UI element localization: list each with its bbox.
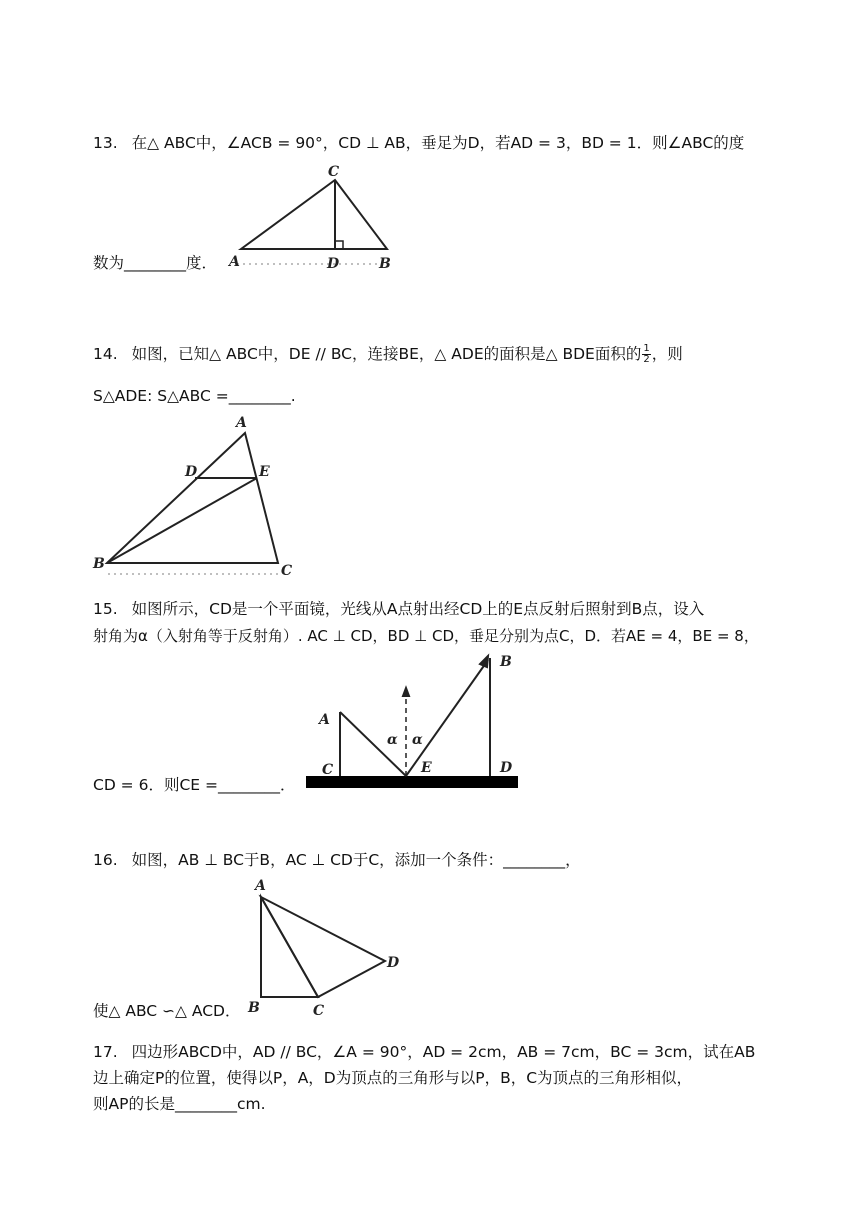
q13-number: 13. (93, 134, 118, 152)
q15-label-a: A (319, 712, 330, 728)
q14-text-2: ，则 (651, 345, 683, 363)
q13-label-d: D (327, 256, 340, 272)
q17-line3: 则AP的长是________cm. (93, 1095, 266, 1113)
q15-ray-eb (406, 660, 488, 776)
q13-text-1: 在△ ABC中，∠ACB = 90°，CD ⊥ AB，垂足为D，若AD = 3，BD = 1．则∠ABC的度 (131, 134, 745, 152)
q15-number: 15. (93, 600, 118, 618)
q16-figure (240, 872, 410, 1022)
q16-label-a: A (255, 878, 266, 894)
q15-label-c: C (322, 762, 334, 778)
q15-line3: CD = 6．则CE =________． (93, 776, 296, 794)
q15-label-alpha-2: α (412, 732, 423, 748)
q14-line1 (93, 343, 683, 365)
q15-line1 (93, 598, 704, 620)
q14-figure (90, 410, 300, 580)
q17-number: 17. (93, 1043, 118, 1061)
q13-line2: 数为________度． (93, 254, 218, 272)
q17-line2: 边上确定P的位置，使得以P，A，D为顶点的三角形与以P，B，C为顶点的三角形相似， (93, 1069, 693, 1087)
q15-label-e: E (421, 760, 432, 776)
q13-triangle-abc (241, 180, 387, 249)
q16-line1 (93, 849, 581, 871)
q15-figure (300, 648, 525, 793)
q15-arrowhead (480, 656, 488, 667)
q16-label-b: B (248, 1000, 260, 1016)
q13-line1 (93, 132, 744, 154)
q16-triangle-acd (261, 897, 385, 997)
q17-text-1: 四边形ABCD中，AD // BC，∠A = 90°，AD = 2cm，AB = 7cm，BC = 3cm，试在AB (131, 1043, 756, 1061)
q14-label-e: E (259, 464, 270, 480)
q16-label-d: D (387, 955, 400, 971)
q14-number: 14. (93, 345, 118, 363)
q16-label-c: C (313, 1003, 325, 1019)
q16-text-1: 如图，AB ⊥ BC于B，AC ⊥ CD于C，添加一个条件：________， (131, 851, 581, 869)
q14-label-c: C (281, 563, 293, 579)
q15-mirror-cd (306, 776, 518, 788)
q14-frac-num: 1 (643, 343, 650, 354)
q13-label-b: B (379, 256, 391, 272)
q17-line1 (93, 1041, 755, 1063)
q14-label-d: D (185, 464, 198, 480)
q15-label-alpha-1: α (387, 732, 398, 748)
q15-line2: 射角为α（入射角等于反射角）. AC ⊥ CD，BD ⊥ CD，垂足分别为点C，D．若AE = 4，BE = 8， (93, 627, 759, 645)
q14-line2: S△ADE: S△ABC =________. (93, 387, 296, 405)
q16-number: 16. (93, 851, 118, 869)
q14-label-a: A (236, 415, 247, 431)
q13-figure (225, 160, 405, 275)
q14-text-1: 如图，已知△ ABC中，DE // BC，连接BE，△ ADE的面积是△ BDE面积的 (131, 345, 642, 363)
q13-label-c: C (328, 164, 340, 180)
q14-label-b: B (93, 556, 105, 572)
q13-label-a: A (229, 254, 240, 270)
q14-frac-den: 2 (643, 354, 650, 365)
q14-segment-be (107, 478, 257, 563)
q15-normal-arrow (403, 688, 409, 696)
q15-label-d: D (500, 760, 513, 776)
q14-triangle-abc (107, 433, 278, 563)
q14-fraction (642, 344, 650, 365)
q13-right-angle-mark (335, 241, 343, 249)
q16-line2: 使△ ABC ∽△ ACD． (93, 1002, 241, 1020)
q15-text-1: 如图所示，CD是一个平面镜，光线从A点射出经CD上的E点反射后照射到B点，设入 (131, 600, 705, 618)
q15-label-b: B (500, 654, 512, 670)
